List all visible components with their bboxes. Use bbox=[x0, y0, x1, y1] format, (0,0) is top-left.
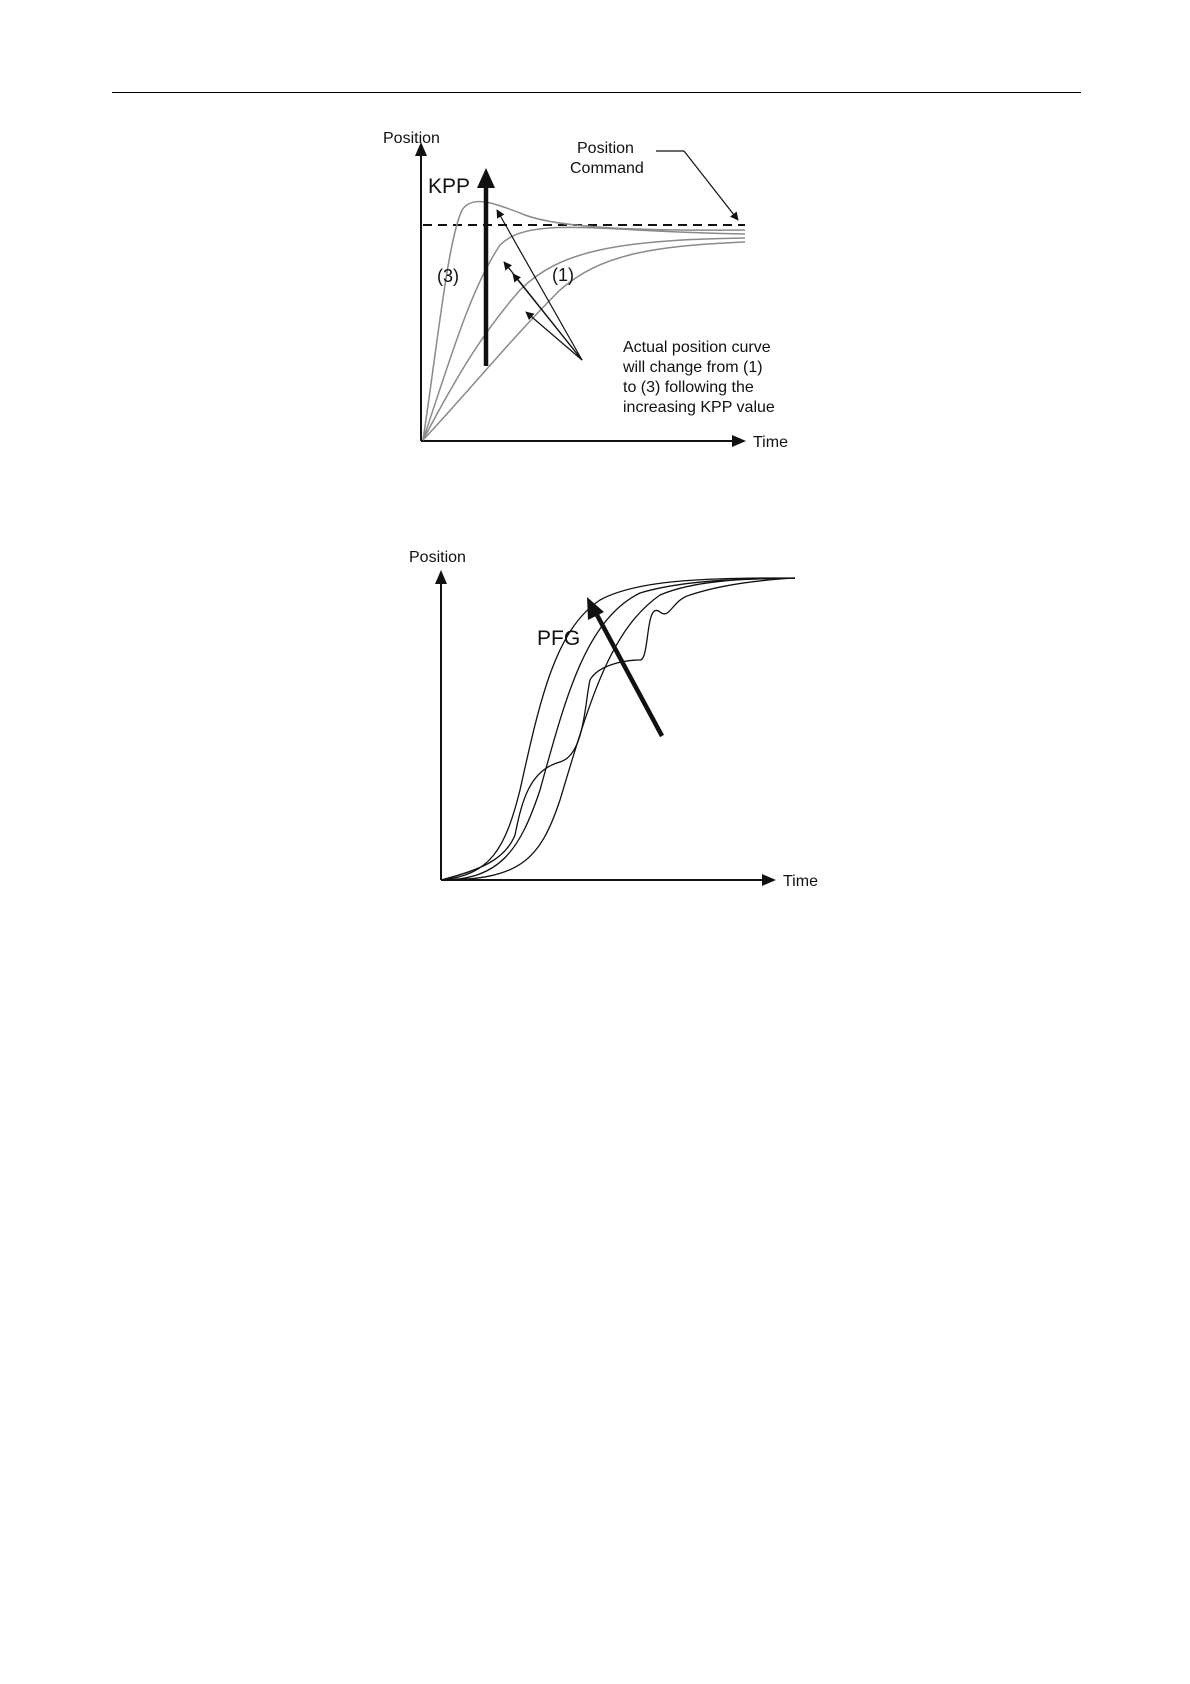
position-command-leader-arrow bbox=[684, 151, 738, 220]
kpp-label: KPP bbox=[428, 175, 471, 198]
note-line-4: increasing KPP value bbox=[623, 399, 775, 416]
kpp-x-axis-arrowhead bbox=[732, 435, 746, 447]
pfg-y-axis-label: Position bbox=[409, 549, 466, 566]
note-line-2: will change from (1) bbox=[623, 359, 763, 376]
pfg-y-axis-arrowhead bbox=[435, 570, 447, 584]
curve-3-label: (3) bbox=[437, 266, 459, 286]
curve-1-label: (1) bbox=[552, 265, 574, 285]
pfg-curve-2 bbox=[441, 578, 795, 880]
pfg-curve-oscillating bbox=[441, 578, 795, 880]
pfg-figure bbox=[409, 549, 818, 890]
kpp-arrowhead bbox=[477, 168, 495, 188]
kpp-x-axis-label: Time bbox=[753, 434, 788, 451]
note-leader-4 bbox=[526, 312, 582, 360]
note-line-1: Actual position curve bbox=[623, 339, 771, 356]
pfg-direction-arrow bbox=[597, 615, 662, 736]
note-leader-3 bbox=[513, 274, 582, 360]
note-leader-1 bbox=[497, 210, 582, 360]
pfg-label: PFG bbox=[537, 627, 581, 650]
position-command-label-line2: Command bbox=[570, 160, 644, 177]
kpp-figure bbox=[383, 130, 788, 451]
position-command-label-line1: Position bbox=[577, 140, 634, 157]
pfg-curve-3 bbox=[441, 578, 795, 880]
kpp-y-axis-label: Position bbox=[383, 130, 440, 147]
note-line-3: to (3) following the bbox=[623, 379, 754, 396]
pfg-x-axis-arrowhead bbox=[762, 874, 776, 886]
pfg-curve-1 bbox=[441, 578, 795, 880]
pfg-x-axis-label: Time bbox=[783, 873, 818, 890]
